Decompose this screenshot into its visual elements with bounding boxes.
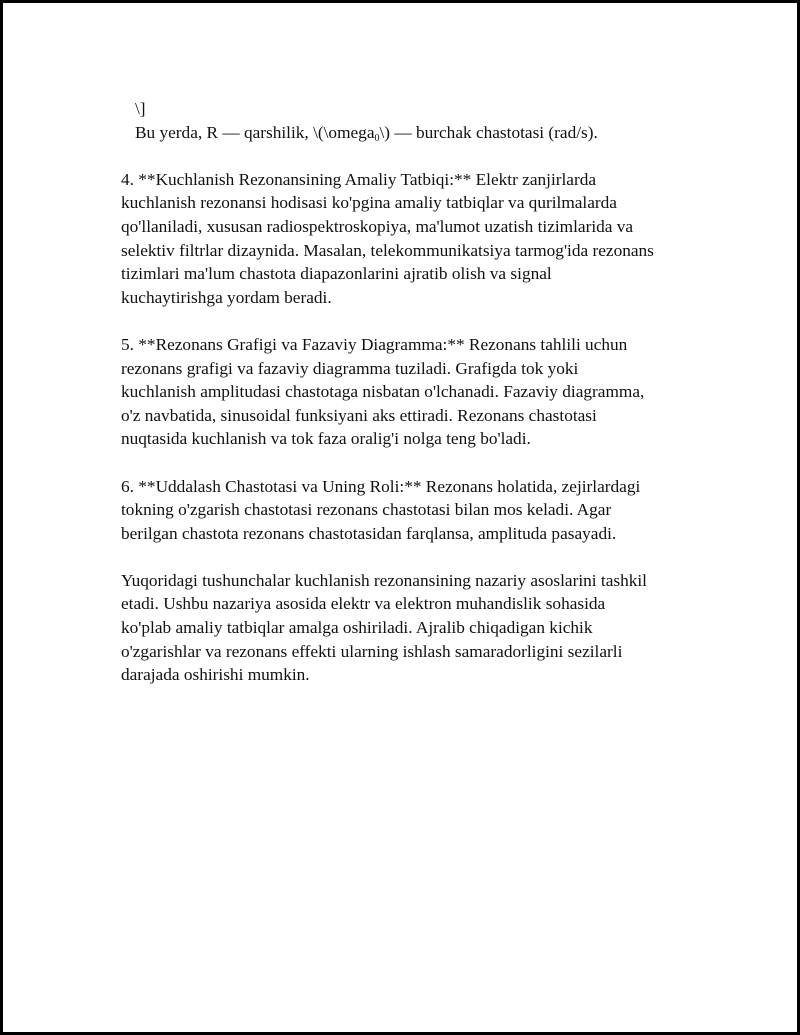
paragraph-line: qo'llaniladi, xususan radiospektroskopiya, ma'lumot uzatish tizimlarida va bbox=[121, 216, 634, 236]
paragraph-conclusion bbox=[121, 569, 701, 687]
paragraph-line: rezonans grafigi va fazaviy diagramma tuziladi. Grafigda tok yoki bbox=[121, 358, 579, 378]
paragraph-line: tokning o'zgarish chastotasi rezonans chastotasi bilan mos keladi. Agar bbox=[121, 500, 612, 520]
definition-text-prefix: Bu yerda, R — qarshilik, \(\omega bbox=[135, 122, 375, 142]
paragraph-line: ko'plab amaliy tatbiqlar amalga oshiriladi. Ajralib chiqadigan kichik bbox=[121, 618, 593, 638]
document-body bbox=[121, 97, 701, 710]
paragraph-resonance-graph bbox=[121, 333, 701, 451]
paragraph-line: kuchaytirishga yordam beradi. bbox=[121, 287, 332, 307]
paragraph-line: o'z navbatida, sinusoidal funksiyani aks ettiradi. Rezonans chastotasi bbox=[121, 405, 597, 425]
paragraph-line: 6. **Uddalash Chastotasi va Uning Roli:** Rezonans holatida, zejirlardagi bbox=[121, 476, 641, 496]
paragraph-line: selektiv filtrlar dizaynida. Masalan, telekommunikatsiya tarmog'ida rezonans bbox=[121, 240, 654, 260]
definition-text-suffix: \) — burchak chastotasi (rad/s). bbox=[379, 122, 598, 142]
omega-subscript: 0 bbox=[374, 132, 380, 144]
formula-explanation bbox=[121, 97, 701, 144]
paragraph-line: 5. **Rezonans Grafigi va Fazaviy Diagramma:** Rezonans tahlili uchun bbox=[121, 334, 628, 354]
paragraph-line: kuchlanish amplitudasi chastotaga nisbatan o'lchanadi. Fazaviy diagramma, bbox=[121, 382, 645, 402]
paragraph-line: darajada oshirishi mumkin. bbox=[121, 665, 310, 685]
paragraph-line: berilgan chastota rezonans chastotasidan farqlansa, amplituda pasayadi. bbox=[121, 523, 617, 543]
paragraph-line: 4. **Kuchlanish Rezonansining Amaliy Tatbiqi:** Elektr zanjirlarda bbox=[121, 169, 597, 189]
paragraph-line: nuqtasida kuchlanish va tok faza oralig'i nolga teng bo'ladi. bbox=[121, 429, 531, 449]
paragraph-practical-applications bbox=[121, 168, 701, 310]
paragraph-line: kuchlanish rezonansi hodisasi ko'pgina amaliy tatbiqlar va qurilmalarda bbox=[121, 193, 617, 213]
paragraph-line: o'zgarishlar va rezonans effekti ularning ishlash samaradorligini sezilarli bbox=[121, 641, 623, 661]
paragraph-frequency-role bbox=[121, 475, 701, 546]
paragraph-line: etadi. Ushbu nazariya asosida elektr va elektron muhandislik sohasida bbox=[121, 594, 606, 614]
paragraph-line: Yuqoridagi tushunchalar kuchlanish rezonansining nazariy asoslarini tashkil bbox=[121, 570, 647, 590]
equation-close-bracket: \] bbox=[135, 99, 146, 118]
paragraph-line: tizimlari ma'lum chastota diapazonlarini ajratib olish va signal bbox=[121, 264, 552, 284]
variable-definition-line bbox=[135, 121, 701, 145]
